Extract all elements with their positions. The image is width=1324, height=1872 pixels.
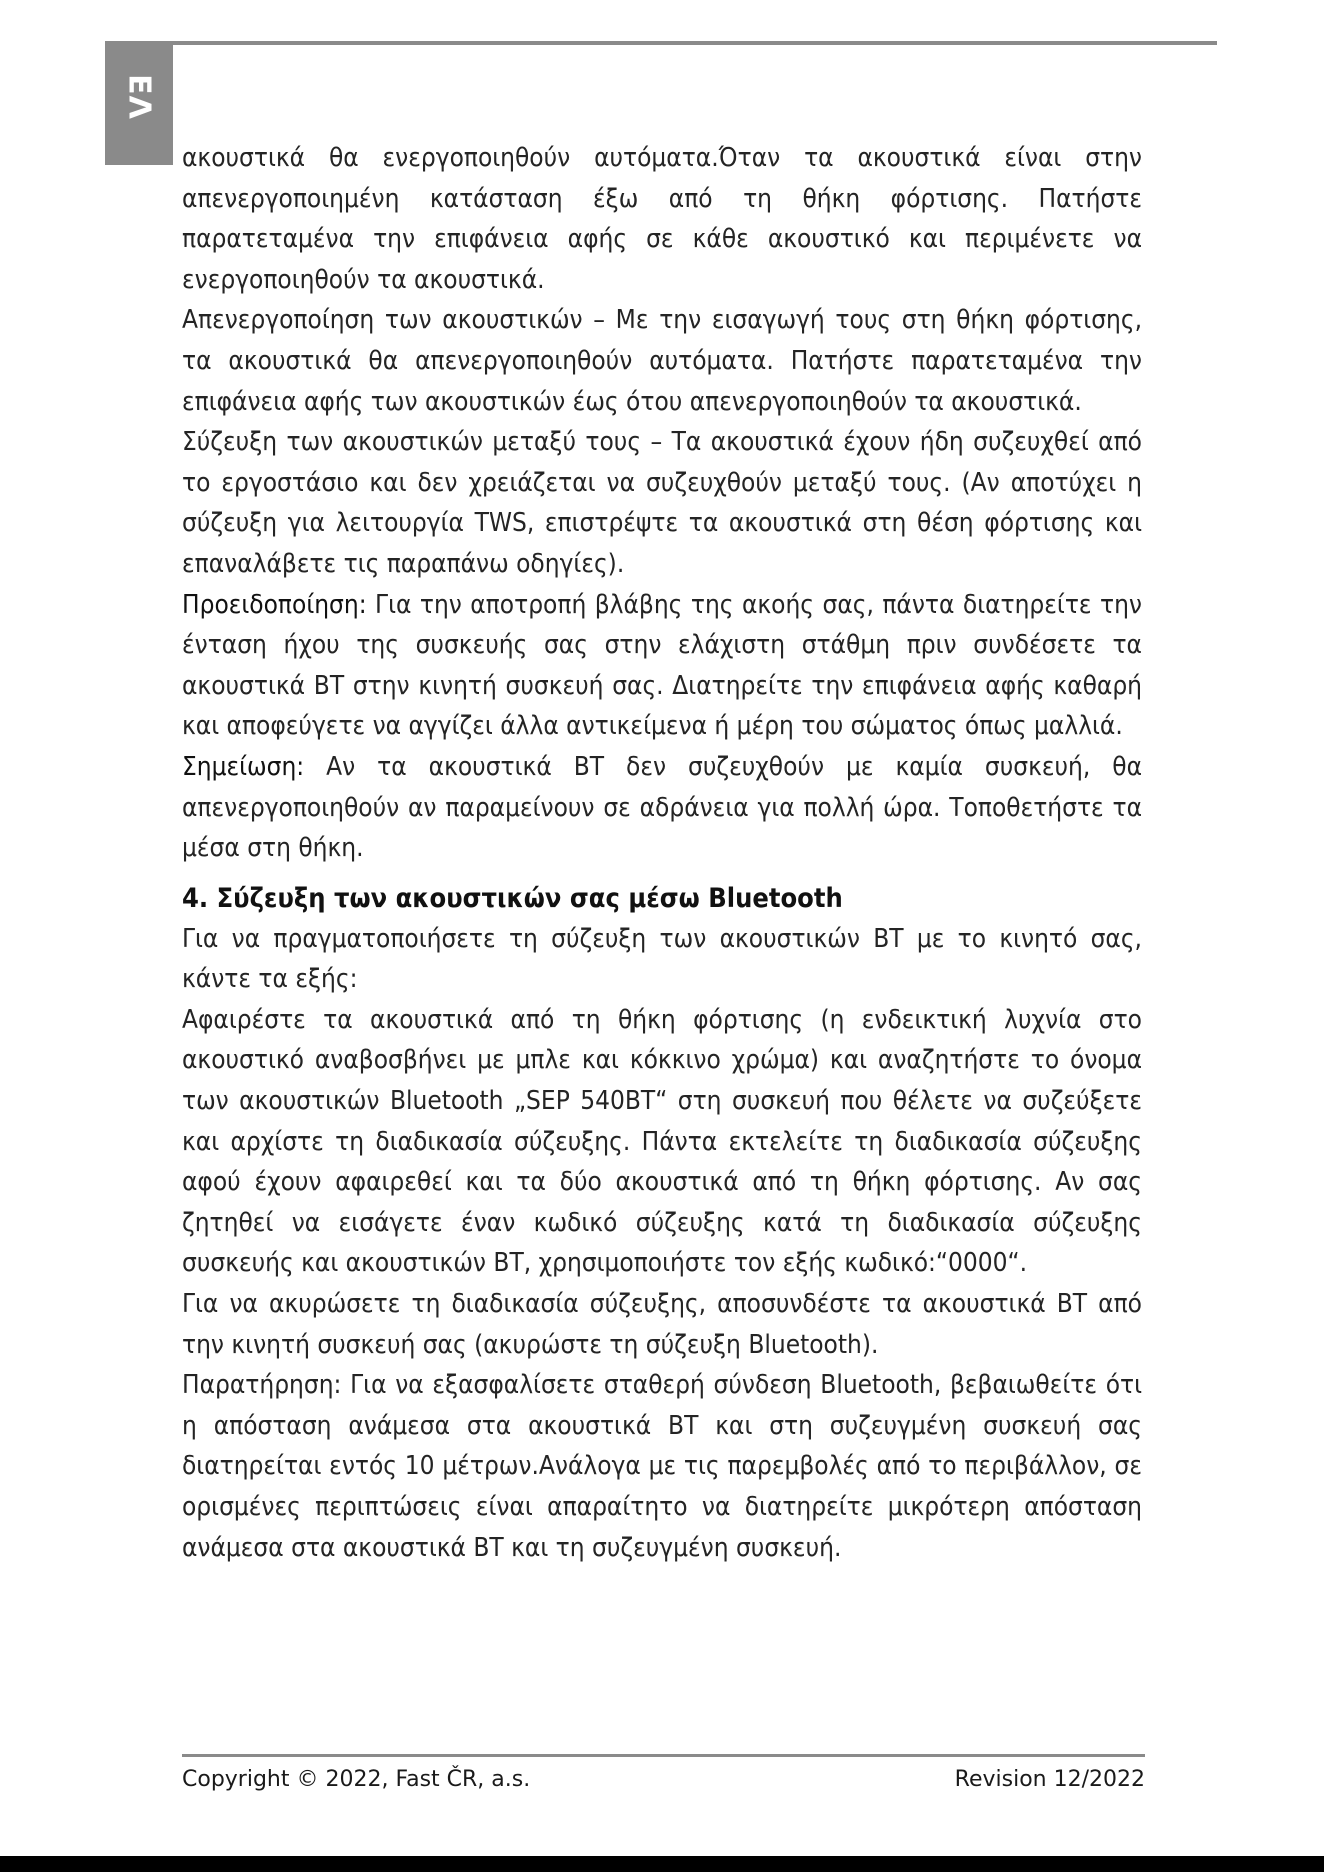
language-tab-label: ΕΛ: [121, 74, 157, 120]
section-paragraph-remark: Παρατήρηση: Για να εξασφαλίσετε σταθερή σύνδεση Bluetooth, βεβαιωθείτε ότι η απόσταση ανάμεσα στα ακουστικά BT και στη συζευγμένη συσκευή σας διατηρείται εντός 10 μέτρων.Ανάλογα με τις παρεμβολές από το περιβάλλον, σε ορισμένες περιπτώσεις είναι απαραίτητο να διατηρείτε μικρότερη απόσταση ανάμεσα στα ακουστικά BT και τη συζευγμένη συσκευή.: [182, 1370, 1142, 1563]
section-paragraph-steps: Αφαιρέστε τα ακουστικά από τη θήκη φόρτισης (η ενδεικτική λυχνία στο ακουστικό αναβοσβήνει με μπλε και κόκκινο χρώμα) και αναζητήστε το όνομα των ακουστικών Bluetooth „SEP 540BT“ στη συσκευή που θέλετε να συζεύξετε και αρχίστε τη διαδικασία σύζευξης. Πάντα εκτελείτε τη διαδικασία σύζευξης αφού έχουν αφαιρεθεί και τα δύο ακουστικά από τη θήκη φόρτισης. Αν σας ζητηθεί να εισάγετε έναν κωδικό σύζευξης κατά τη διαδικασία σύζευξης συσκευής και ακουστικών BT, χρησιμοποιήστε τον εξής κωδικό:“0000“.: [182, 1004, 1142, 1279]
paragraph-warning: [182, 585, 1142, 747]
paragraph-text: ακουστικά θα ενεργοποιηθούν αυτόματα.Όταν τα ακουστικά είναι στην απενεργοποιημένη κατάσταση έξω από τη θήκη φόρτισης. Πατήστε παρατεταμένα την επιφάνεια αφής σε κάθε ακουστικό και περιμένετε να ενεργοποιηθούν τα ακουστικά.: [182, 143, 1142, 295]
paragraph-text: Σύζευξη των ακουστικών μεταξύ τους – Τα ακουστικά έχουν ήδη συζευχθεί από το εργοστάσιο και δεν χρειάζεται να συζευχθούν μεταξύ τους. (Αν αποτύχει η σύζευξη για λειτουργία TWS, επιστρέψτε τα ακουστικά στη θέση φόρτισης και επαναλάβετε τις παραπάνω οδηγίες).: [182, 427, 1142, 579]
note-lead: Σημείωση:: [182, 751, 305, 782]
paragraph-power-on: [182, 138, 1142, 300]
warning-lead: Προειδοποίηση:: [182, 589, 367, 620]
section-heading: 4. Σύζευξη των ακουστικών σας μέσω Bluetooth: [182, 882, 843, 914]
bottom-edge-bar: [0, 1856, 1324, 1872]
top-rule: [105, 41, 1217, 45]
paragraph-tws-pairing: [182, 422, 1142, 584]
footer-revision: Revision 12/2022: [954, 1767, 1145, 1792]
paragraph-text: Απενεργοποίηση των ακουστικών – Με την εισαγωγή τους στη θήκη φόρτισης, τα ακουστικά θα απενεργοποιηθούν αυτόματα. Πατήστε παρατεταμένα την επιφάνεια αφής των ακουστικών έως ότου απενεργοποιηθούν τα ακουστικά.: [182, 305, 1142, 417]
paragraph-text: Για την αποτροπή βλάβης της ακοής σας, πάντα διατηρείτε την ένταση ήχου της συσκευής σας στην ελάχιστη στάθμη πριν συνδέσετε τα ακουστικά BT στην κινητή συσκευή σας. Διατηρείτε την επιφάνεια αφής καθαρή και αποφεύγετε να αγγίζει άλλα αντικείμενα ή μέρη του σώματος όπως μαλλιά.: [182, 589, 1142, 742]
section-paragraph-cancel: Για να ακυρώσετε τη διαδικασία σύζευξης, αποσυνδέστε τα ακουστικά BT από την κινητή συσκευή σας (ακυρώστε τη σύζευξη Bluetooth).: [182, 1289, 1142, 1360]
paragraph-power-off: [182, 300, 1142, 422]
paragraph-text: Αν τα ακουστικά BT δεν συζευχθούν με καμία συσκευή, θα απενεργοποιηθούν αν παραμείνουν σε αδράνεια για πολλή ώρα. Τοποθετήστε τα μέσα στη θήκη.: [182, 751, 1142, 864]
section-paragraph-intro: Για να πραγματοποιήσετε τη σύζευξη των ακουστικών BT με το κινητό σας, κάντε τα εξής:: [182, 923, 1142, 995]
footer-rule: [182, 1754, 1145, 1757]
page-content: [182, 138, 1142, 1568]
language-tab: [105, 41, 173, 165]
paragraph-note: [182, 747, 1142, 869]
footer-copyright: Copyright © 2022, Fast ČR, a.s.: [182, 1767, 531, 1792]
